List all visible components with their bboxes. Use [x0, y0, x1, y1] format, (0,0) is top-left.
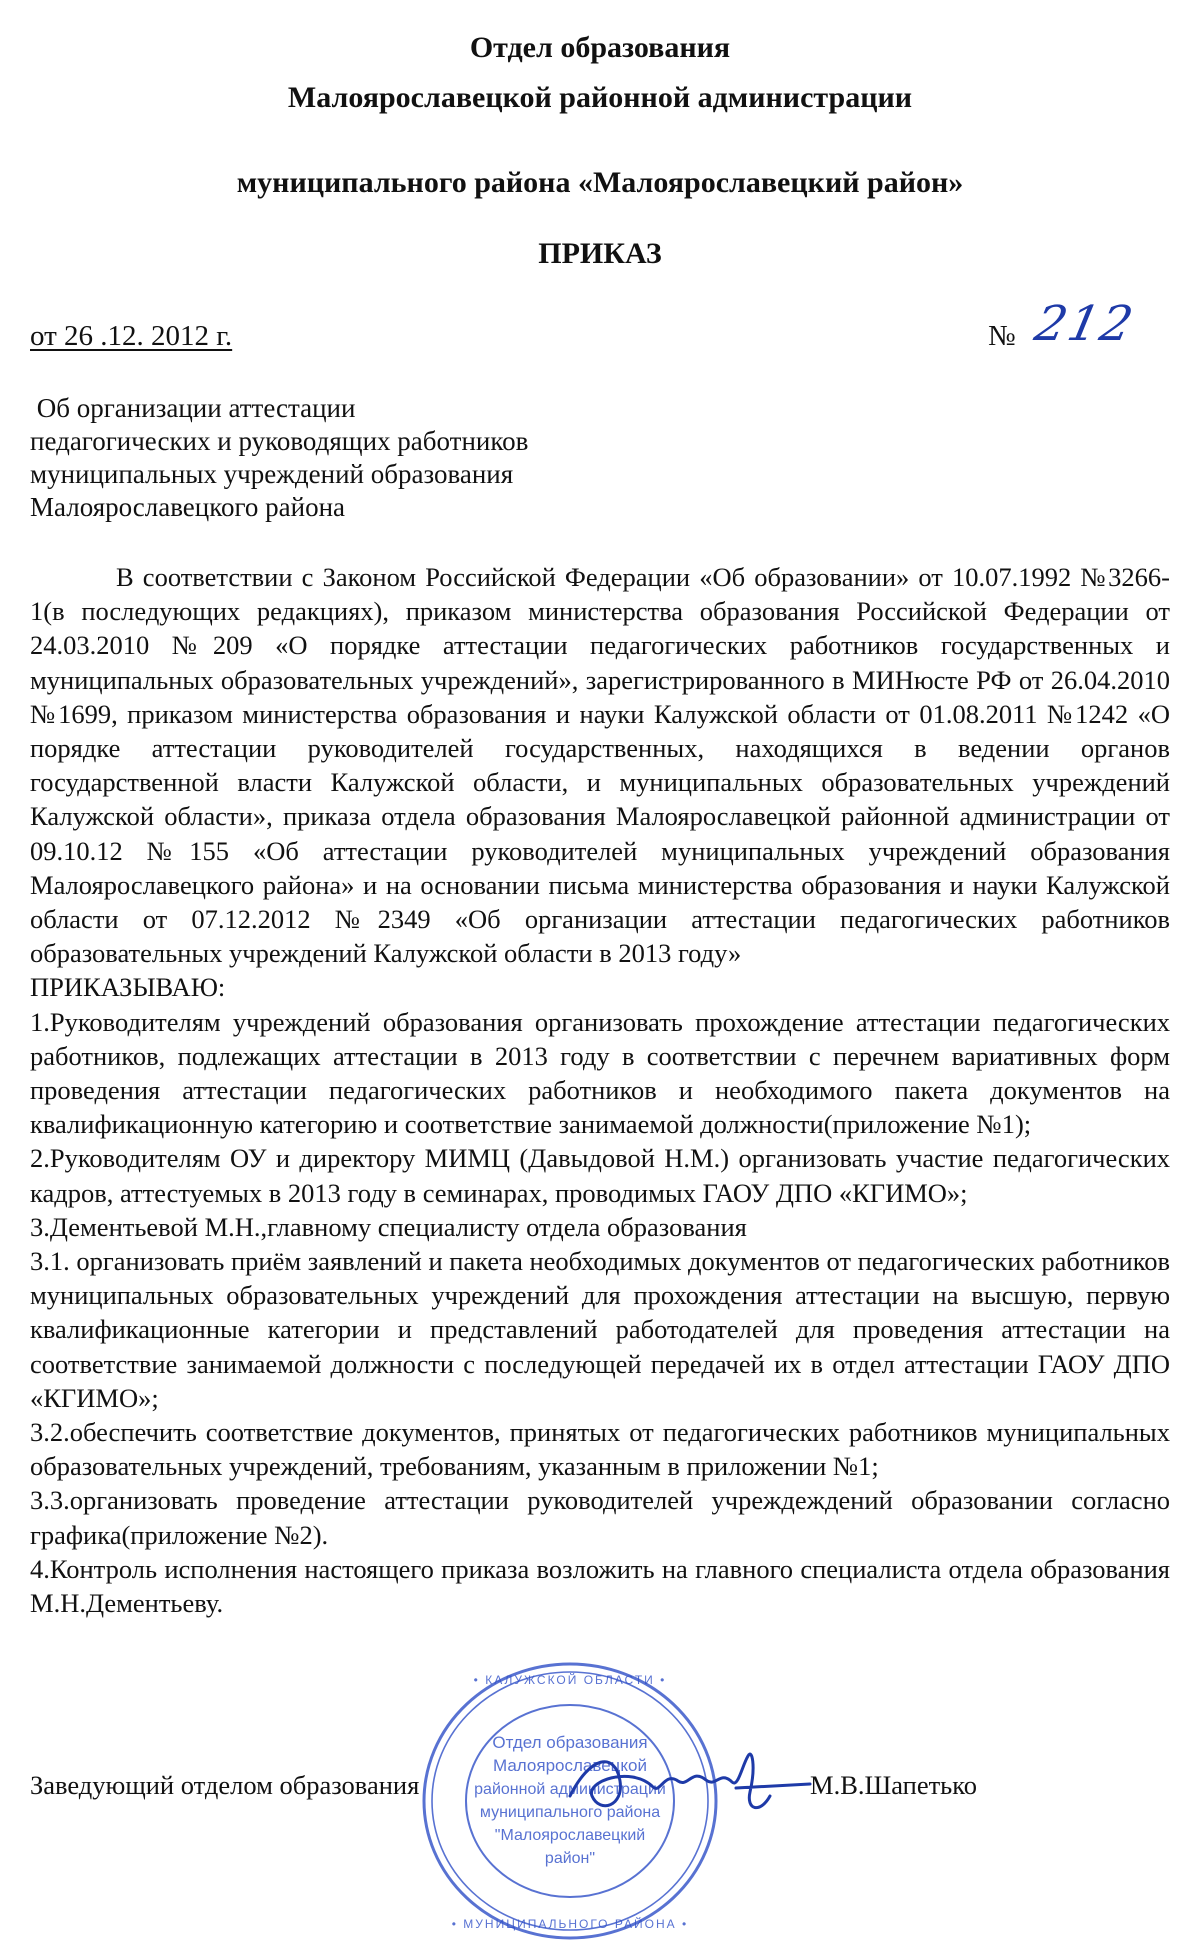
- order-number-label: №: [988, 320, 1016, 352]
- svg-text:• КАЛУЖСКОЙ ОБЛАСТИ •: • КАЛУЖСКОЙ ОБЛАСТИ •: [473, 1673, 667, 1687]
- order-date: от 26 .12. 2012 г.: [30, 320, 233, 352]
- svg-text:район": район": [544, 1850, 596, 1867]
- order-item: 3.Дементьевой М.Н.,главному специалисту отдела образования: [30, 1211, 747, 1242]
- signatory-name: М.В.Шапетько: [810, 1770, 978, 1800]
- header-department: Отдел образования: [469, 31, 731, 64]
- order-body: [30, 560, 1170, 1620]
- svg-text:муниципального района: муниципального района: [479, 1804, 661, 1821]
- header-administration: Малоярославецкой районной администрации: [287, 81, 913, 114]
- order-number-handwritten: 212: [1030, 296, 1140, 352]
- order-item: 3.1. организовать приём заявлений и пакета необходимых документов от педагогических работников муниципальных образовательных учреждений для прохождения аттестации на высшую, первую квалификационные категории и представлений работодателей для проведения аттестации на соответствие занимаемой должности с последующей передачей их в отдел аттестации ГАОУ ДПО «КГИМО»;: [30, 1246, 1170, 1413]
- order-item: 1.Руководителям учреждений образования организовать прохождение аттестации педагогических работников, подлежащих аттестации в 2013 году в соответствии с перечнем вариативных форм проведения аттестации педагогических работников и необходимого пакета документов на квалификационную категорию и соответствие занимаемой должности(приложение №1);: [30, 1006, 1170, 1140]
- subject-line: муниципальных учреждений образования: [30, 459, 514, 489]
- subject-line: Малоярославецкого района: [30, 492, 346, 522]
- subject-line: Об организации аттестации: [30, 393, 356, 423]
- handwritten-signature: [560, 1726, 820, 1836]
- svg-text:"Малоярославецкий: "Малоярославецкий: [494, 1827, 646, 1844]
- order-item: 4.Контроль исполнения настоящего приказа возложить на главного специалиста отдела образования М.Н.Дементьеву.: [30, 1553, 1170, 1619]
- preamble-paragraph: В соответствии с Законом Российской Федерации «Об образовании» от 10.07.1992 №3266-1(в последующих редакциях), приказом министерства образования Российской Федерации от 24.03.2010 №209 «О порядке аттестации педагогических работников государственных и муниципальных образовательных учреждений», зарегистрированного в МИНюсте РФ от 26.04.2010 №1699, приказом министерства образования и науки Калужской области от 01.08.2011 №1242 «О порядке аттестации руководителей государственных, находящихся в ведении органов государственной власти Калужской области, и муниципальных образовательных учреждений Калужской области», приказа отдела образования Малоярославецкой районной администрации от 09.10.12 №155 «Об аттестации руководителей муниципальных учреждений образования Малоярославецкого района» и на основании письма министерства образования и науки Калужской области от 07.12.2012 №2349 «Об организации аттестации педагогических работников образовательных учреждений Калужской области в 2013 году»: [30, 562, 1170, 969]
- signatory-position: Заведующий отделом образования: [30, 1770, 420, 1800]
- svg-text:Отдел образования: Отдел образования: [492, 1733, 648, 1752]
- order-item: 3.3.организовать проведение аттестации руководителей учреждеждений образовании согласно графика(приложение №2).: [30, 1485, 1170, 1550]
- header-municipality: муниципального района «Малоярославецкий район»: [236, 166, 964, 199]
- order-subject: [30, 392, 528, 524]
- document-title: ПРИКАЗ: [538, 237, 662, 270]
- subject-line: педагогических и руководящих работников: [30, 426, 529, 456]
- svg-text:Малоярославецкой: Малоярославецкой: [493, 1756, 647, 1775]
- order-item: 2.Руководителям ОУ и директору МИМЦ (Давыдовой Н.М.) организовать участие педагогических кадров, аттестуемых в 2013 году в семинарах, проводимых ГАОУ ДПО «КГИМО»;: [30, 1143, 1170, 1208]
- svg-text:районной администрации: районной администрации: [474, 1781, 666, 1798]
- order-item: 3.2.обеспечить соответствие документов, принятых от педагогических работников муниципальных образовательных учреждений, требованиям, указанным в приложении №1;: [30, 1417, 1170, 1482]
- svg-text:• МУНИЦИПАЛЬНОГО РАЙОНА •: • МУНИЦИПАЛЬНОГО РАЙОНА •: [451, 1917, 689, 1931]
- order-keyword: ПРИКАЗЫВАЮ:: [30, 972, 226, 1003]
